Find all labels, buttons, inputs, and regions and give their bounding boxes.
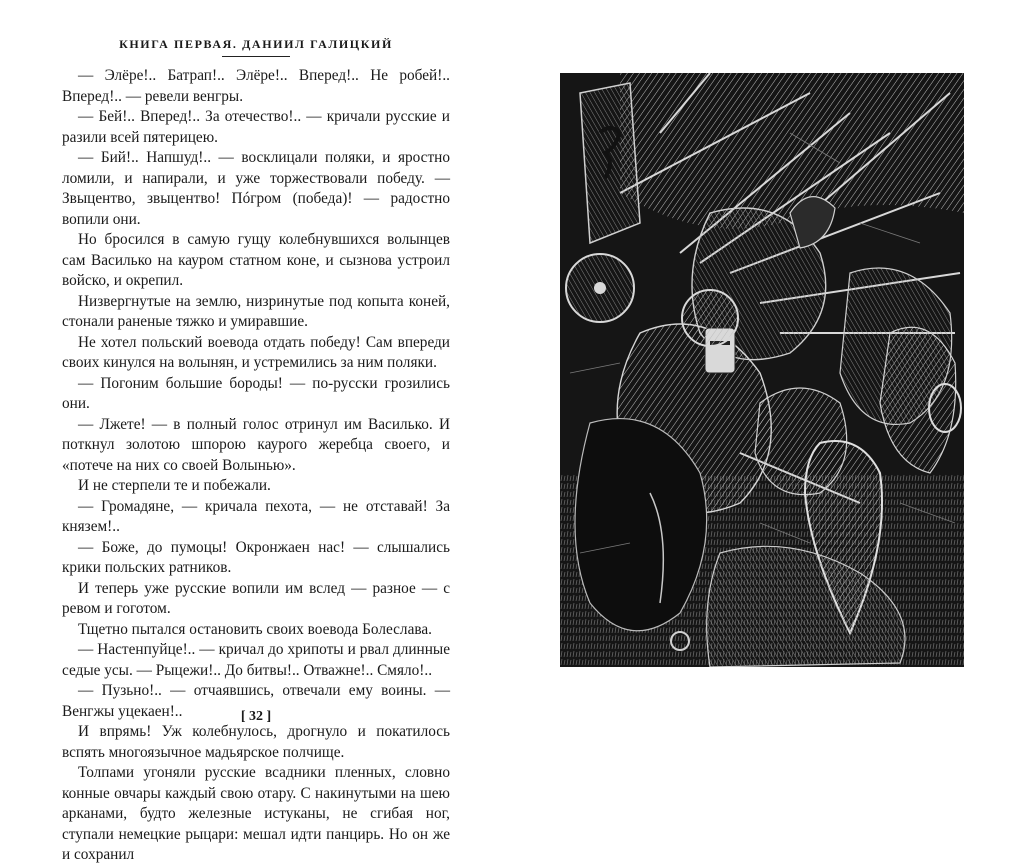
paragraph: Не хотел польский воевода отдать победу! Сам впереди своих кинулся на волынян, и устремились за ним поляки. [62, 333, 450, 371]
paragraph: И впрямь! Уж колебнулось, дрогнуло и покатилось вспять многоязычное мадьярское полчище. [62, 723, 450, 761]
paragraph: Толпами угоняли русские всадники пленных, словно конные овчары каждый свою отару. С накинутыми на шею арканами, будто железные истуканы, не сгибая ног, ступали немецкие рыцари: мешал идти панцирь. Но он же и сохранил [62, 764, 450, 863]
paragraph: Низвергнутые на землю, низринутые под копыта коней, стонали раненые тяжко и умиравшие. [62, 292, 450, 330]
paragraph: — Пузьно!.. — отчаявшись, отвечали ему воины. — Венгжы уцекаен!.. [62, 682, 450, 720]
paragraph: — Элёре!.. Батрап!.. Элёре!.. Вперед!.. Не робей!.. Вперед!.. — ревели венгры. [62, 67, 450, 105]
paragraph: Тщетно пытался остановить своих воевода Болеслава. [78, 620, 432, 638]
paragraph: И не стерпели те и побежали. [78, 477, 271, 494]
paragraph: — Лжете! — в полный голос отринул им Василько. И поткнул золотою шпорою каурого жеребца своего, и «потече на них со своей Волынью». [62, 415, 450, 474]
paragraph: И теперь уже русские вопили им вслед — разное — с ревом и гоготом. [62, 579, 450, 617]
paragraph: — Боже, до пумоцы! Окронжаен нас! — слышались крики польских ратников. [62, 538, 450, 576]
battle-engraving-illustration [560, 73, 964, 667]
running-head: КНИГА ПЕРВАЯ. ДАНИИЛ ГАЛИЦКИЙ [119, 37, 393, 51]
running-head-rule [222, 56, 290, 57]
paragraph: — Настенпуйце!.. — кричал до хрипоты и рвал длинные седые усы. — Рыцежи!.. До битвы!.. Отважне!.. Смяло!.. [62, 641, 450, 679]
page-number: [ 32 ] [240, 709, 272, 724]
left-page [0, 0, 510, 863]
paragraph: — Громадяне, — кричала пехота, — не отставай! За князем!.. [62, 497, 450, 535]
paragraph: — Бей!.. Вперед!.. За отечество!.. — кричали русские и разили всей пятерицею. [62, 108, 450, 146]
paragraph: — Бий!.. Напшуд!.. — восклицали поляки, и яростно ломили, и напирали, и уже торжествовали победу. — Звыцентво, звыцентво! Пóгром (победа)! — радостно вопили они. [62, 149, 450, 228]
text-block [62, 66, 450, 866]
paragraph: — Погоним большие бороды! — по-русски грозились они. [62, 374, 450, 412]
paragraph: Но бросился в самую гущу колебнувшихся волынцев сам Василько на кауром статном коне, и сызнова устроил войско, и окрепил. [62, 231, 450, 289]
